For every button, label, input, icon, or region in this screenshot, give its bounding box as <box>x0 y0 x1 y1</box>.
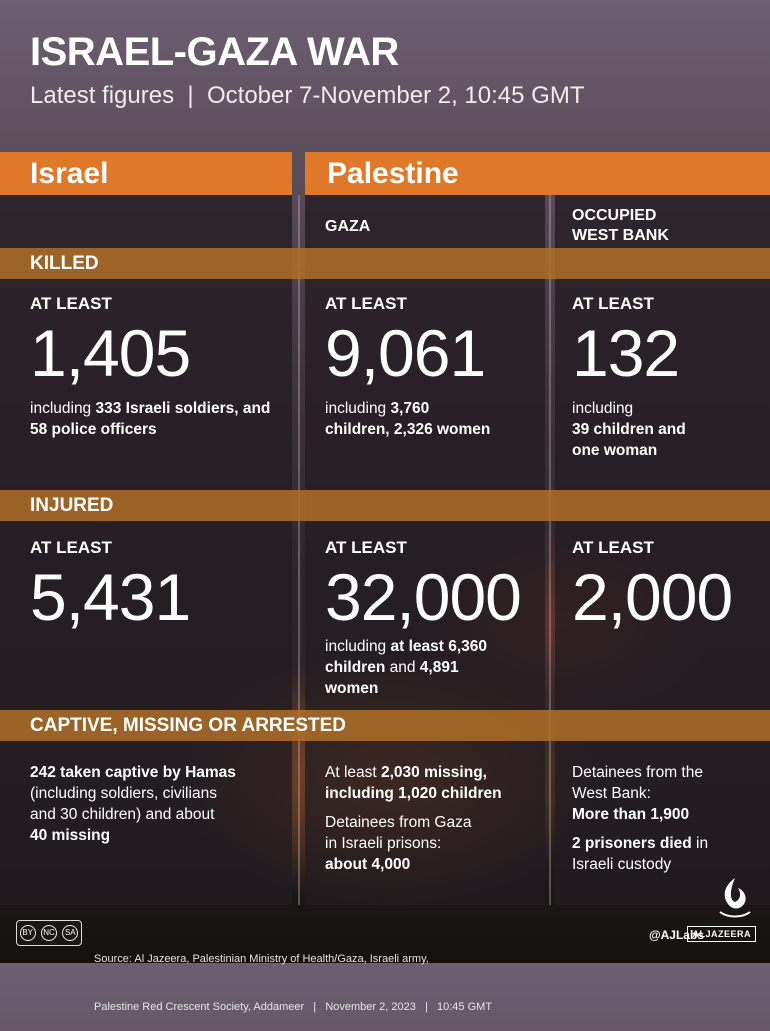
desc-text: West Bank: <box>572 785 651 802</box>
desc-bold: More than 1,900 <box>572 806 690 823</box>
desc-text: in <box>691 835 709 852</box>
gaza-injured <box>325 538 550 699</box>
injured-value: 32,000 <box>325 560 521 634</box>
at-least-label: AT LEAST <box>572 294 654 313</box>
desc-text: and <box>385 659 420 676</box>
gaza-killed <box>325 294 540 440</box>
aljazeera-logo-icon <box>714 876 756 920</box>
at-least-label: AT LEAST <box>30 538 112 557</box>
desc-text: and 30 children) and about <box>30 806 215 823</box>
gaza-heading: GAZA <box>325 218 371 235</box>
killed-value: 9,061 <box>325 316 486 390</box>
desc-bold: including 1,020 children <box>325 785 502 802</box>
killed-value: 132 <box>572 316 680 390</box>
cc-sa-icon: SA <box>62 925 78 941</box>
desc-text: including <box>30 400 96 417</box>
at-least-label: AT LEAST <box>325 538 407 557</box>
creative-commons-icon <box>16 920 82 946</box>
desc-text: including <box>325 638 391 655</box>
injured-band <box>0 490 770 521</box>
desc-text: At least <box>325 764 381 781</box>
injured-value: 2,000 <box>572 560 733 634</box>
desc-bold: 2 prisoners died <box>572 835 692 852</box>
westbank-heading-line2: WEST BANK <box>572 227 669 244</box>
desc-text: including <box>572 400 634 417</box>
at-least-label: AT LEAST <box>572 538 654 557</box>
cc-nc-icon: NC <box>41 925 57 941</box>
desc-text: (including soldiers, civilians <box>30 785 217 802</box>
injured-value: 5,431 <box>30 560 191 634</box>
killed-value: 1,405 <box>30 316 191 390</box>
desc-text: including <box>325 400 391 417</box>
westbank-heading-line1: OCCUPIED <box>572 207 657 224</box>
desc-bold: at least 6,360 <box>390 638 488 655</box>
killed-description <box>572 398 767 461</box>
desc-bold: 2,030 missing, <box>381 764 487 781</box>
page-subtitle: Latest figures | October 7-November 2, 10:45 GMT <box>30 82 585 109</box>
westbank-injured <box>572 538 767 632</box>
killed-band <box>0 248 770 279</box>
killed-description <box>30 398 290 440</box>
desc-bold: 333 Israeli soldiers, and <box>95 400 271 417</box>
killed-label: KILLED <box>30 253 99 274</box>
at-least-label: AT LEAST <box>325 294 407 313</box>
desc-bold: 242 taken captive by Hamas <box>30 764 236 781</box>
desc-bold: women <box>325 680 379 697</box>
page-title: ISRAEL-GAZA WAR <box>30 30 399 74</box>
source-line: Palestine Red Crescent Society, Addameer | November 2, 2023 | 10:45 GMT <box>94 1001 493 1013</box>
westbank-killed <box>572 294 767 461</box>
israel-captive <box>30 762 290 846</box>
ajlabs-handle: @AJLabs <box>648 928 704 942</box>
gaza-captive <box>325 762 545 875</box>
desc-bold: one woman <box>572 442 658 459</box>
desc-bold: children, 2,326 women <box>325 421 491 438</box>
source-note <box>94 919 492 1031</box>
desc-bold: about 4,000 <box>325 856 411 873</box>
source-line: Source: Al Jazeera, Palestinian Ministry of Health/Gaza, Israeli army, <box>94 953 429 965</box>
aljazeera-wordmark: ALJAZEERA <box>687 926 756 942</box>
desc-bold: 3,760 <box>390 400 430 417</box>
desc-bold: 40 missing <box>30 827 111 844</box>
westbank-heading <box>572 206 669 246</box>
killed-description <box>325 398 540 440</box>
westbank-captive <box>572 762 767 875</box>
israel-band <box>0 152 292 195</box>
captive-label: CAPTIVE, MISSING OR ARRESTED <box>30 715 346 736</box>
israel-killed <box>30 294 290 440</box>
israel-label: Israel <box>30 157 109 190</box>
injured-label: INJURED <box>30 495 114 516</box>
desc-text: in Israeli prisons: <box>325 835 442 852</box>
palestine-band <box>305 152 770 195</box>
at-least-label: AT LEAST <box>30 294 112 313</box>
desc-bold: children <box>325 659 386 676</box>
desc-bold: 4,891 <box>419 659 459 676</box>
cc-by-icon: BY <box>20 925 36 941</box>
palestine-label: Palestine <box>327 157 459 190</box>
captive-band <box>0 710 770 741</box>
desc-bold: 39 children and <box>572 421 686 438</box>
israel-injured <box>30 538 290 632</box>
desc-text: Detainees from Gaza <box>325 814 472 831</box>
injured-description <box>325 636 550 699</box>
desc-text: Detainees from the <box>572 764 703 781</box>
desc-bold: 58 police officers <box>30 421 157 438</box>
column-divider <box>298 195 300 905</box>
desc-text: Israeli custody <box>572 856 672 873</box>
